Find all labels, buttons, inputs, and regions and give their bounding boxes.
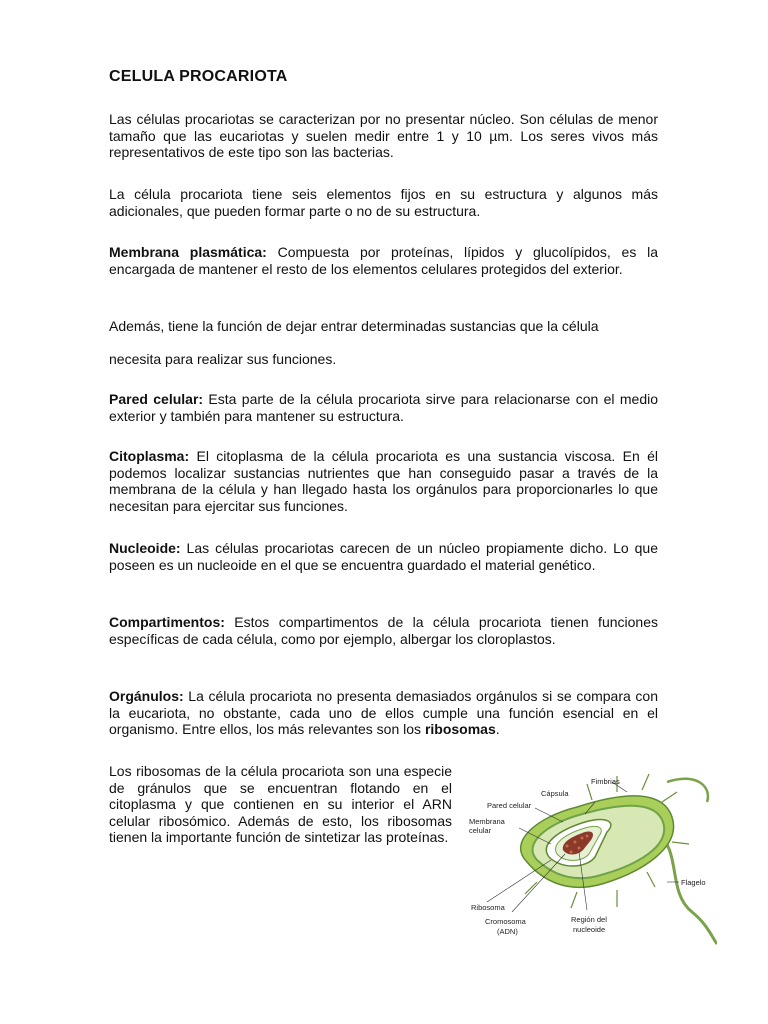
flagellum-shape <box>657 832 717 944</box>
pared-text: Esta parte de la célula procariota sirve para relacionarse con el medio exterior y también para mantener su estructura. <box>109 391 659 424</box>
label-flagelo: Flagelo <box>681 878 706 887</box>
compartimentos-term: Compartimentos: <box>109 614 225 630</box>
pared-term: Pared celular: <box>109 391 204 407</box>
compartimentos-paragraph <box>109 614 658 647</box>
citoplasma-text: El citoplasma de la célula procariota es una sustancia viscosa. En él podemos localizar sustancias nutrientes que han conseguido pasar a través de la membrana de la célula y han llegado hasta los orgánulos para proporcionarles lo que necesitan para ejercitar sus funciones. <box>109 448 658 514</box>
label-cromosoma-1: Cromosoma <box>485 917 526 926</box>
label-pared: Pared celular <box>487 801 532 810</box>
ribosomas-bold: ribosomas <box>424 721 496 737</box>
citoplasma-term: Citoplasma: <box>109 448 190 464</box>
nucleoide-text: Las células procariotas carecen de un núcleo propiamente dicho. Lo que poseen es un nucleoide en el que se encuentra guardado el material genético. <box>109 540 658 573</box>
page-title: CELULA PROCARIOTA <box>109 68 288 85</box>
pared-paragraph <box>109 391 658 424</box>
label-ribosoma: Ribosoma <box>471 903 505 912</box>
compartimentos-text: Estos compartimentos de la célula procariota tienen funciones específicas de cada célula, como por ejemplo, albergar los cloroplastos. <box>109 614 658 647</box>
organulos-term: Orgánulos: <box>109 688 184 704</box>
label-fimbrias: Fimbrias <box>591 777 620 786</box>
membrana-text: Compuesta por proteínas, lípidos y glucolípidos, es la encargada de mantener el resto de los elementos celulares protegidos del exterior. <box>109 244 658 277</box>
prokaryotic-cell-diagram <box>467 762 717 952</box>
organulos-end: . <box>495 721 500 737</box>
flagellum-tip <box>667 779 708 802</box>
nucleoide-term: Nucleoide: <box>109 540 181 556</box>
label-region-1: Región del <box>571 915 607 924</box>
structure-paragraph: La célula procariota tiene seis elementos fijos en su estructura y algunos más adicionales, que pueden formar parte o no de su estructura. <box>109 186 658 219</box>
label-cromosoma-2: (ADN) <box>497 927 518 936</box>
organulos-text: La célula procariota no presenta demasiados orgánulos si se compara con la eucariota, no obstante, cada uno de ellos cumple una función esencial en el organismo. Entre ellos, los más relevantes son los <box>109 688 658 737</box>
nucleoide-paragraph <box>109 540 658 573</box>
label-capsula: Cápsula <box>541 789 569 798</box>
label-region-2: nucleoide <box>573 925 606 934</box>
ademas-line-1: Además, tiene la función de dejar entrar determinadas sustancias que la célula <box>109 318 599 334</box>
ademas-line-2: necesita para realizar sus funciones. <box>109 351 337 367</box>
label-membrana-1: Membrana <box>469 817 505 826</box>
membrana-paragraph <box>109 244 658 277</box>
label-membrana-2: celular <box>469 826 492 835</box>
ribosomas-paragraph: Los ribosomas de la célula procariota son una especie de gránulos que se encuentran flotando en el citoplasma y que contienen en su interior el ARN celular ribosómico. Además de esto, los ribosomas tienen la importante función de sintetizar las proteínas. <box>109 763 452 845</box>
bacterium-illustration <box>467 762 717 952</box>
citoplasma-paragraph <box>109 448 658 514</box>
organulos-paragraph <box>109 688 658 738</box>
membrana-term: Membrana plasmática: <box>109 244 267 260</box>
intro-paragraph: Las células procariotas se caracterizan por no presentar núcleo. Son células de menor tamaño que las eucariotas y suelen medir entre 1 y 10 µm. Los seres vivos más representativos de este tipo son las bacterias. <box>109 111 658 160</box>
